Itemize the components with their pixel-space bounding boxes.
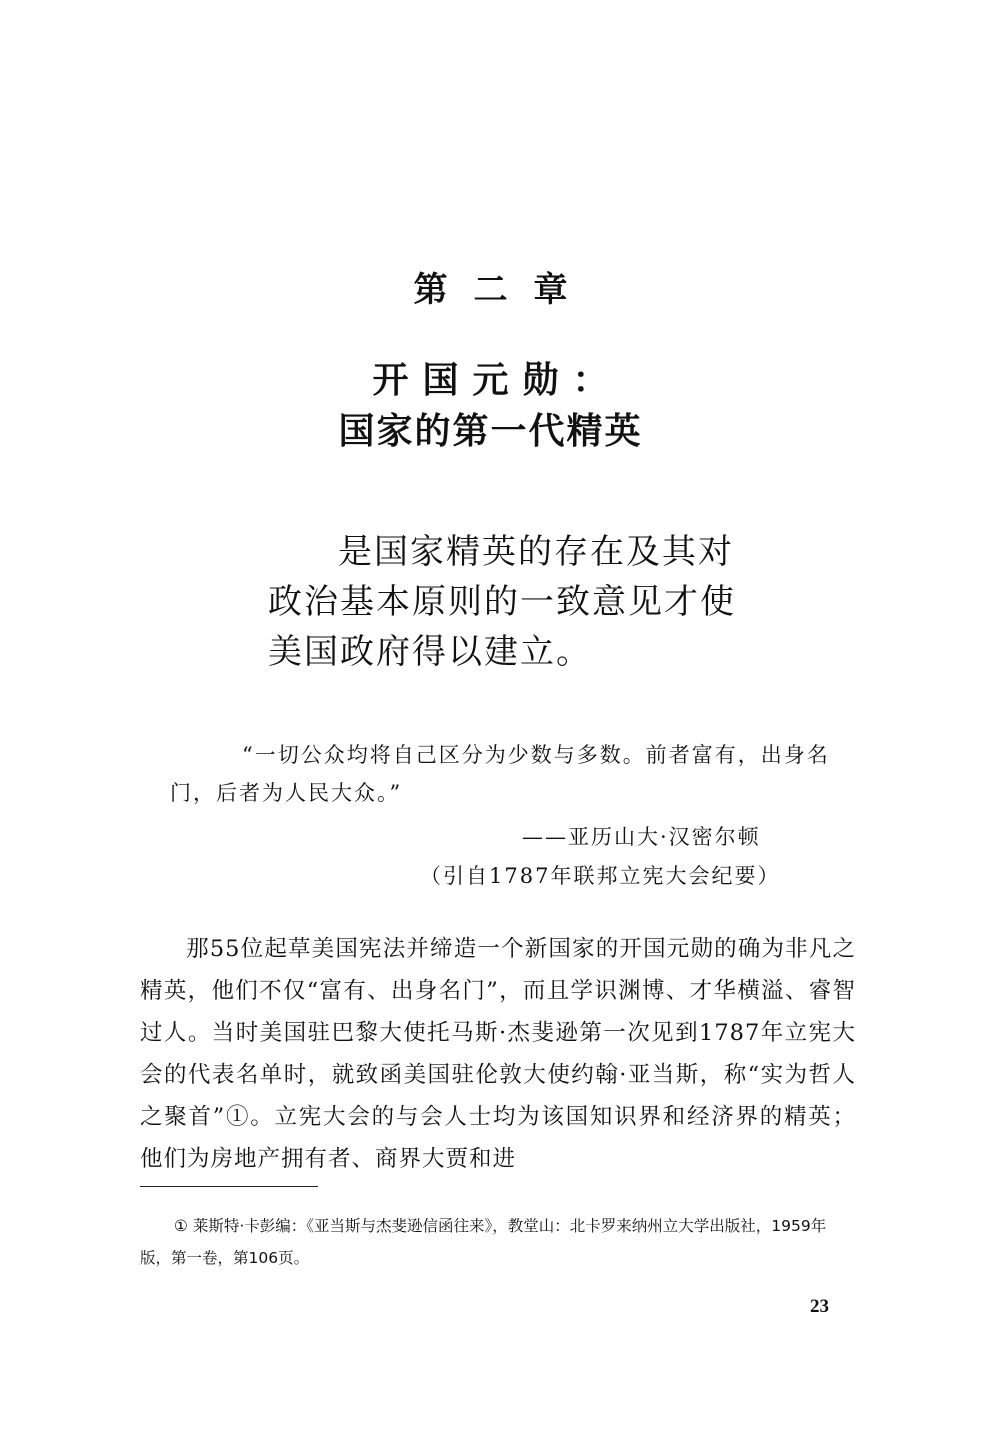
epigraph	[170, 736, 860, 888]
body-paragraph-text: 那55位起草美国宪法并缔造一个新国家的开国元勋的确为非凡之精英，他们不仅“富有、出身名门”，而且学识渊博、才华横溢、睿智过人。当时美国驻巴黎大使托马斯·杰斐逊第一次见到1787年立宪大会的代表名单时，就致函美国驻伦敦大使约翰·亚当斯，称“实为哲人之聚首”①。立宪大会的与会人士均为该国知识界和经济界的精英；他们为房地产拥有者、商界大贾和进	[140, 936, 856, 1172]
chapter-title-line1: 开国元勋：	[372, 360, 623, 401]
footnote-separator	[140, 1186, 318, 1187]
chapter-title-line2: 国家的第一代精英	[338, 411, 643, 452]
body-paragraph	[140, 928, 856, 1180]
footnote-text: ① 莱斯特·卡彭编：《亚当斯与杰斐逊信函往来》，教堂山：北卡罗来纳州立大学出版社，1959年版，第一卷，第106页。	[140, 1217, 827, 1267]
thesis-line: 是国家精英的存在及其对	[338, 532, 734, 572]
page-number: 23	[810, 1296, 829, 1317]
chapter-label: 第二章	[413, 270, 594, 310]
thesis-line: 美国政府得以建立。	[268, 632, 592, 672]
footnote	[140, 1210, 856, 1274]
epigraph-author: ——亚历山大·汉密尔顿	[522, 825, 761, 849]
thesis-line: 政治基本原则的一致意见才使	[268, 582, 736, 622]
chapter-thesis	[268, 527, 738, 677]
epigraph-quote: “一切公众均将自己区分为少数与多数。前者富有，出身名门，后者为人民大众。”	[170, 743, 830, 805]
epigraph-source: （引自1787年联邦立宪大会纪要）	[420, 864, 781, 888]
